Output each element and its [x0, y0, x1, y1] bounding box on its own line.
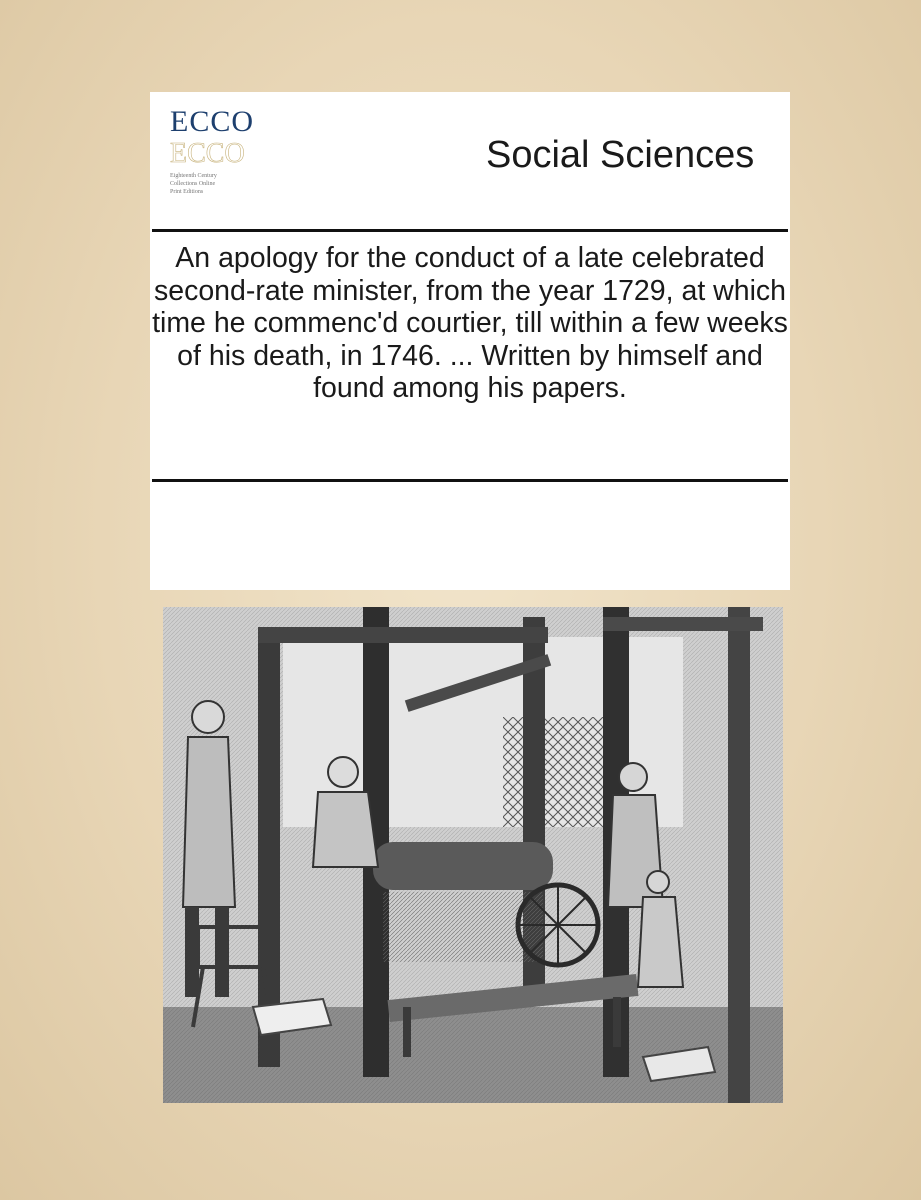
divider-bottom — [152, 479, 788, 482]
title-panel — [150, 92, 790, 590]
divider-top — [152, 229, 788, 232]
logo-text — [170, 172, 266, 196]
logo-outline-mark: ECCO — [170, 140, 245, 168]
publisher-logo — [170, 106, 266, 216]
book-title: An apology for the conduct of a late celebrated second-rate minister, from the year 1729, at which time he commenc'd courtier, till within a few weeks of his death, in 1746. ... Written by himself and found among his papers. — [152, 242, 788, 404]
engraving-weaving-workshop — [163, 607, 783, 1103]
logo-mark: ECCO — [170, 106, 255, 138]
logo-line: Collections Online — [170, 181, 216, 187]
logo-line: Eighteenth Century — [170, 173, 217, 179]
logo-line: Print Editions — [170, 189, 204, 195]
category-label: Social Sciences — [486, 134, 755, 176]
cover-illustration — [163, 607, 783, 1103]
